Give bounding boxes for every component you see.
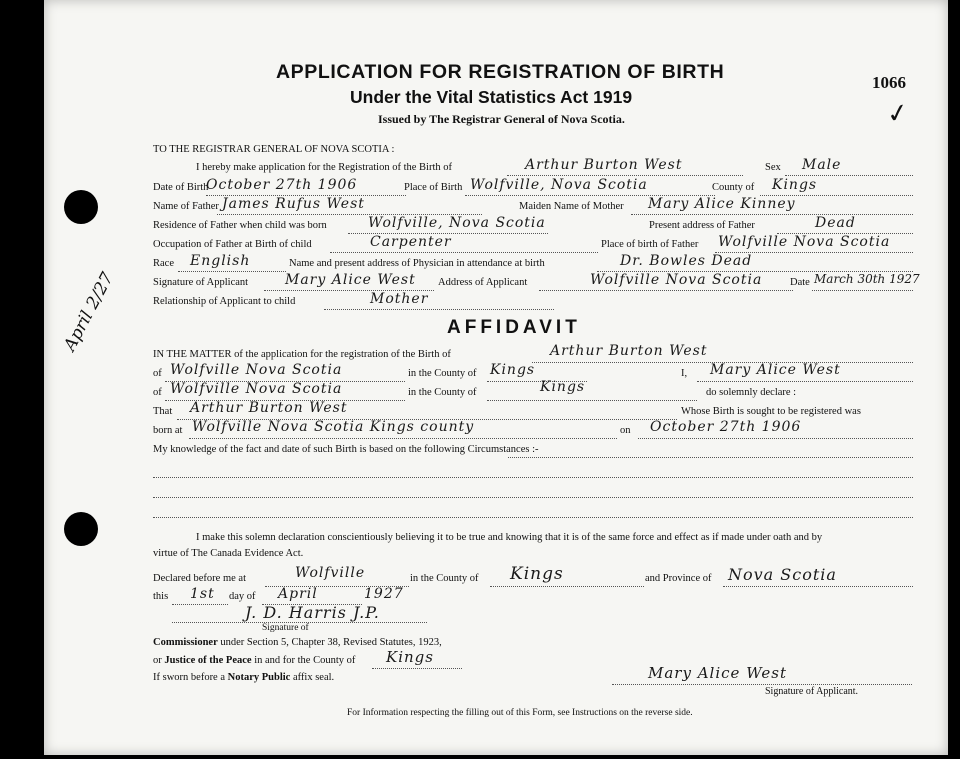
jp-county: Kings xyxy=(386,648,434,666)
county-label: County of xyxy=(712,182,755,193)
commissioner-line xyxy=(153,637,442,648)
month: April xyxy=(278,586,318,602)
physician: Dr. Bowles Dead xyxy=(620,253,753,269)
born-at-label: born at xyxy=(153,425,183,436)
applicant-signature-caption: Signature of Applicant. xyxy=(765,686,859,697)
county1: Kings xyxy=(490,362,536,378)
i-label: I, xyxy=(681,368,688,379)
date-of-birth: October 27th 1906 xyxy=(206,177,358,193)
province-label: and Province of xyxy=(645,573,712,584)
father-birthplace: Wolfville Nova Scotia xyxy=(718,234,891,250)
issued-by: Issued by The Registrar General of Nova Scotia. xyxy=(378,112,625,126)
declarant-name: Mary Alice West xyxy=(710,362,841,378)
punch-hole-top xyxy=(64,190,98,224)
father-label: Name of Father xyxy=(153,201,219,212)
check-mark-icon: ✓ xyxy=(884,97,912,130)
sex-label: Sex xyxy=(765,162,781,173)
relationship-label: Relationship of Applicant to child xyxy=(153,296,296,307)
occupation-label: Occupation of Father at Birth of child xyxy=(153,239,312,250)
father-residence: Wolfville, Nova Scotia xyxy=(368,215,546,231)
applicant-final-signature: Mary Alice West xyxy=(648,664,787,682)
mother-label: Maiden Name of Mother xyxy=(519,201,624,212)
notary-line xyxy=(153,672,334,683)
commissioner-label: Commissioner xyxy=(153,637,218,648)
day-of-label: day of xyxy=(229,591,256,602)
sex-value: Male xyxy=(802,157,842,173)
county: Kings xyxy=(772,177,818,193)
present-address-label: Present address of Father xyxy=(649,220,755,231)
declared-label: Declared before me at xyxy=(153,573,246,584)
this-label: this xyxy=(153,591,169,602)
of1-place: Wolfville Nova Scotia xyxy=(170,362,343,378)
father-occupation: Carpenter xyxy=(370,234,452,250)
circumstances-line-1 xyxy=(153,477,913,478)
father-birthplace-label: Place of birth of Father xyxy=(601,239,699,250)
jp-rest: in and for the County of xyxy=(254,655,356,666)
notary-prefix: If sworn before a xyxy=(153,672,226,683)
declaration-line-2: virtue of The Canada Evidence Act. xyxy=(153,548,304,559)
county2-label: in the County of xyxy=(408,387,477,398)
county2: Kings xyxy=(540,379,586,395)
matter-child: Arthur Burton West xyxy=(550,343,708,359)
province: Nova Scotia xyxy=(728,565,837,584)
signature-of-label: Signature of xyxy=(262,623,309,633)
race-label: Race xyxy=(153,258,174,269)
father-name: James Rufus West xyxy=(222,196,365,212)
on-label: on xyxy=(620,425,631,436)
jp-label: Justice of the Peace xyxy=(164,655,252,666)
race: English xyxy=(190,253,251,269)
child-name: Arthur Burton West xyxy=(525,157,683,173)
form-number: 1066 xyxy=(872,73,906,92)
matter-label: IN THE MATTER of the application for the registration of the Birth of xyxy=(153,349,451,360)
notary-rest: affix seal. xyxy=(292,672,335,683)
affidavit-heading: AFFIDAVIT xyxy=(447,317,581,338)
form-title: APPLICATION FOR REGISTRATION OF BIRTH xyxy=(276,61,725,83)
applicant-signature-label: Signature of Applicant xyxy=(153,277,249,288)
margin-note: April 2/27 xyxy=(60,269,118,355)
mother-maiden-name: Mary Alice Kinney xyxy=(648,196,796,212)
applicant-signature: Mary Alice West xyxy=(285,272,416,288)
place-of-birth-label: Place of Birth xyxy=(404,182,463,193)
applicant-address: Wolfville Nova Scotia xyxy=(590,272,763,288)
residence-label: Residence of Father when child was born xyxy=(153,220,327,231)
date-label: Date xyxy=(790,277,810,288)
physician-label: Name and present address of Physician in attendance at birth xyxy=(289,258,545,269)
place-of-birth: Wolfville, Nova Scotia xyxy=(470,177,648,193)
year: 1927 xyxy=(364,586,404,602)
application-date: March 30th 1927 xyxy=(814,272,920,286)
day: 1st xyxy=(190,586,215,602)
declared-place: Wolfville xyxy=(295,565,366,581)
jp-prefix: or xyxy=(153,655,162,666)
dob-label: Date of Birth xyxy=(153,182,209,193)
declare-label: do solemnly declare : xyxy=(706,387,797,398)
born-at: Wolfville Nova Scotia Kings county xyxy=(192,419,475,435)
jp-line xyxy=(153,655,355,666)
to-registrar: TO THE REGISTRAR GENERAL OF NOVA SCOTIA : xyxy=(153,144,395,155)
of1-label: of xyxy=(153,368,162,379)
knowledge-label: My knowledge of the fact and date of such Birth is based on the following Circumstances :- xyxy=(153,444,539,455)
commissioner-signature: J. D. Harris J.P. xyxy=(245,603,380,622)
punch-hole-bottom xyxy=(64,512,98,546)
commissioner-rest: under Section 5, Chapter 38, Revised Statutes, 1923, xyxy=(220,637,442,648)
notary-label: Notary Public xyxy=(227,672,291,683)
circumstances-line-2 xyxy=(153,497,913,498)
applicant-address-label: Address of Applicant xyxy=(438,277,528,288)
circumstances-line-3 xyxy=(153,517,913,518)
county3-label: in the County of xyxy=(410,573,479,584)
father-present-address: Dead xyxy=(815,215,856,231)
footer-note: For Information respecting the filling out of this Form, see Instructions on the reverse side. xyxy=(347,708,693,718)
intro-label: I hereby make application for the Registration of the Birth of xyxy=(196,162,453,173)
declaration-line-1: I make this solemn declaration conscientiously believing it to be true and knowing that it is of the same force and effect as if made under oath and by xyxy=(196,532,823,543)
on-date: October 27th 1906 xyxy=(650,419,802,435)
form-subtitle: Under the Vital Statistics Act 1919 xyxy=(350,87,633,107)
of2-label: of xyxy=(153,387,162,398)
that-label: That xyxy=(153,406,173,417)
relationship: Mother xyxy=(370,291,429,307)
county1-label: in the County of xyxy=(408,368,477,379)
county3: Kings xyxy=(510,564,564,584)
whose-birth-label: Whose Birth is sought to be registered was xyxy=(681,406,861,417)
that-name: Arthur Burton West xyxy=(190,400,348,416)
of2-place: Wolfville Nova Scotia xyxy=(170,381,343,397)
